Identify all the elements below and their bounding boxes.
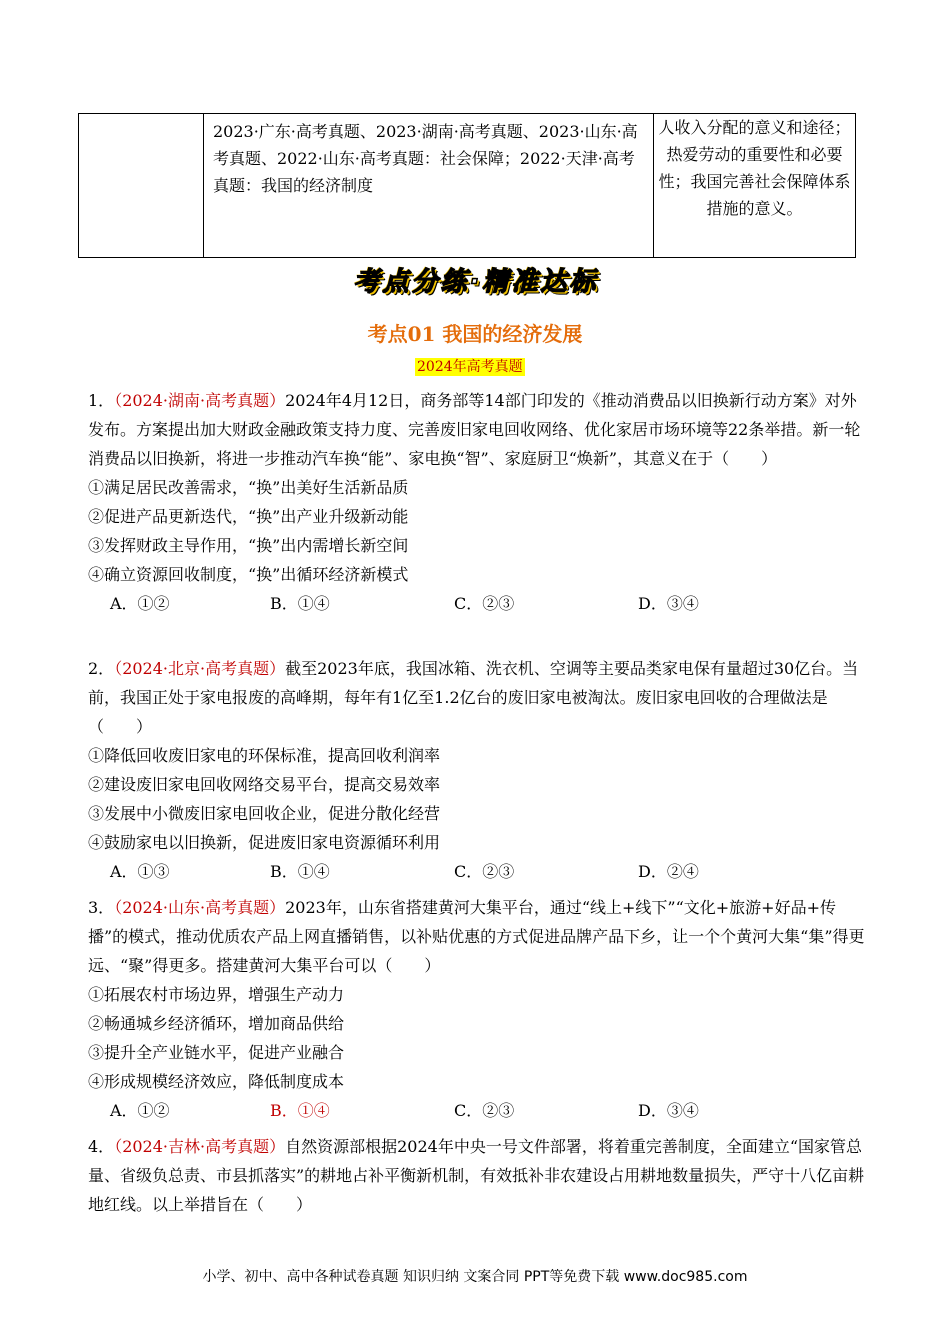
question-source: （2024·山东·高考真题）	[114, 898, 286, 917]
question-3	[88, 893, 868, 1125]
question-stem	[88, 893, 868, 980]
option-c[interactable]: C．②③	[454, 594, 515, 613]
option-a[interactable]: A．①②	[110, 594, 170, 613]
question-number: 2．	[88, 659, 115, 678]
question-stem	[88, 386, 868, 473]
section-title: 考点01 我国的经济发展	[367, 322, 583, 346]
statement-item: ④确立资源回收制度，“换”出循环经济新模式	[88, 565, 409, 584]
footer-text: 小学、初中、高中各种试卷真题 知识归纳 文案合同 PPT等免费下载 www.doc985.com	[202, 1269, 748, 1285]
table-cell-sources: 2023·广东·高考真题、2023·湖南·高考真题、2023·山东·高考真题、2022·山东·高考真题：社会保障；2022·天津·高考真题：我国的经济制度	[204, 114, 654, 258]
statement-item: ③提升全产业链水平，促进产业融合	[88, 1043, 345, 1062]
option-b[interactable]: B．①④	[270, 1101, 330, 1120]
question-1	[88, 386, 868, 618]
question-source: （2024·吉林·高考真题）	[114, 1137, 286, 1156]
question-source: （2024·湖南·高考真题）	[114, 391, 286, 410]
answer-options	[88, 857, 868, 886]
statement-item: ④鼓励家电以旧换新，促进废旧家电资源循环利用	[88, 833, 441, 852]
question-text: 截至2023年底，我国冰箱、洗衣机、空调等主要品类家电保有量超过30亿台。当前，我国正处于家电报废的高峰期，每年有1亿至1.2亿台的废旧家电被淘汰。废旧家电回收的合理做法是（ ）	[88, 659, 859, 736]
statement-item: ②促进产品更新迭代，“换”出产业升级新动能	[88, 507, 409, 526]
table-cell-topic	[79, 114, 204, 258]
option-b[interactable]: B．①④	[270, 594, 330, 613]
option-a[interactable]: A．①②	[110, 1101, 170, 1120]
statement-item: ②畅通城乡经济循环，增加商品供给	[88, 1014, 345, 1033]
question-number: 4．	[88, 1137, 115, 1156]
question-2	[88, 654, 868, 886]
option-c[interactable]: C．②③	[454, 1101, 515, 1120]
option-b[interactable]: B．①④	[270, 862, 330, 881]
question-text: 自然资源部根据2024年中央一号文件部署，将着重完善制度，全面建立“国家管总量、省级负总责、市县抓落实”的耕地占补平衡新机制，有效抵补非农建设占用耕地数量损失，严守十八亿亩耕地红线。以上举措旨在（ ）	[88, 1137, 865, 1214]
section-banner: 考点分练·精准达标	[353, 267, 599, 297]
statement-item: ①拓展农村市场边界，增强生产动力	[88, 985, 345, 1004]
statement-item: ①降低回收废旧家电的环保标准，提高回收利润率	[88, 746, 441, 765]
question-4	[88, 1132, 868, 1219]
option-d[interactable]: D．②④	[638, 862, 699, 881]
question-stem	[88, 654, 868, 741]
answer-options	[88, 589, 868, 618]
year-tag: 2024年高考真题	[417, 359, 523, 375]
option-d[interactable]: D．③④	[638, 594, 699, 613]
statement-item: ③发展中小微废旧家电回收企业，促进分散化经营	[88, 804, 441, 823]
option-d[interactable]: D．③④	[638, 1101, 699, 1120]
statement-item: ①满足居民改善需求，“换”出美好生活新品质	[88, 478, 409, 497]
question-stem	[88, 1132, 868, 1219]
summary-table	[78, 113, 856, 258]
question-text: 2024年4月12日，商务部等14部门印发的《推动消费品以旧换新行动方案》对外发布。方案提出加大财政金融政策支持力度、完善废旧家电回收网络、优化家居市场环境等22条举措。新一轮消费品以旧换新，将进一步推动汽车换“能”、家电换“智”、家庭厨卫“焕新”，其意义在于（ ）	[88, 391, 861, 468]
question-source: （2024·北京·高考真题）	[114, 659, 286, 678]
table-row	[79, 114, 856, 258]
option-c[interactable]: C．②③	[454, 862, 515, 881]
statement-item: ③发挥财政主导作用，“换”出内需增长新空间	[88, 536, 409, 555]
question-number: 3．	[88, 898, 115, 917]
table-cell-points: 人收入分配的意义和途径；热爱劳动的重要性和必要性；我国完善社会保障体系措施的意义。	[654, 114, 856, 258]
statement-item: ②建设废旧家电回收网络交易平台，提高交易效率	[88, 775, 441, 794]
statement-item: ④形成规模经济效应，降低制度成本	[88, 1072, 345, 1091]
answer-options	[88, 1096, 868, 1125]
option-a[interactable]: A．①③	[110, 862, 170, 881]
question-text: 2023年，山东省搭建黄河大集平台，通过“线上+线下”“文化+旅游+好品+传播”的模式，推动优质农产品上网直播销售，以补贴优惠的方式促进品牌产品下乡，让一个个黄河大集“集”得更远、“聚”得更多。搭建黄河大集平台可以（ ）	[88, 898, 865, 975]
question-number: 1．	[88, 391, 115, 410]
